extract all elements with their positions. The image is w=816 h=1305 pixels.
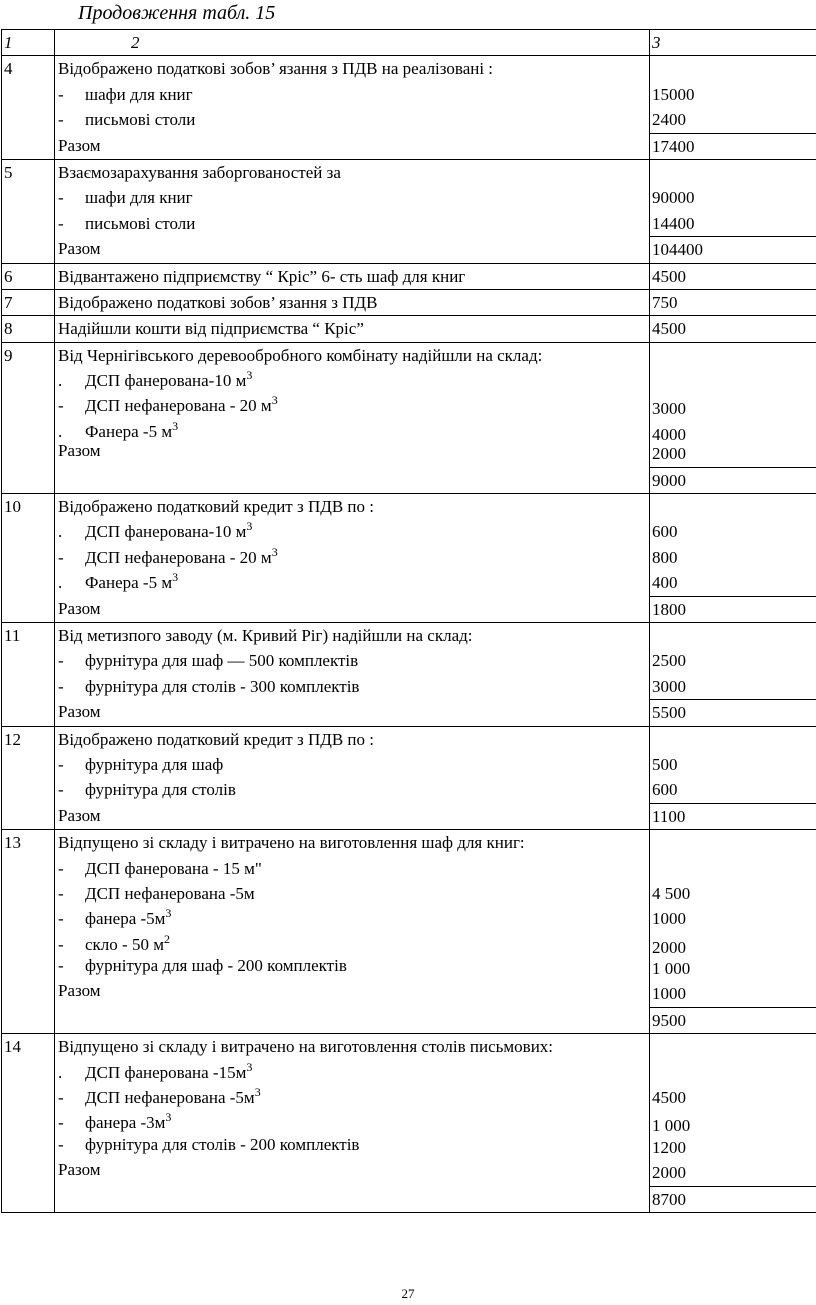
table-row <box>2 726 816 830</box>
list-item: . Фанера -5 $м^3$ <box>55 419 649 444</box>
amount-total: 9000 <box>650 467 816 493</box>
header-col-1: 1 <box>2 30 55 56</box>
row-number: 14 <box>2 1034 55 1213</box>
row-amounts <box>650 56 816 160</box>
amount: 1 000 <box>652 959 691 979</box>
amount: 4500 <box>652 1088 686 1108</box>
amount-total: 9500 <box>650 1007 816 1033</box>
amount: 15000 <box>652 84 695 104</box>
amount: 1 000 <box>652 1116 691 1136</box>
amount: 2500 <box>652 651 686 671</box>
list-item: - фурнітура для столів <box>55 777 649 802</box>
amount: 4 500 <box>652 883 691 903</box>
list-item: - письмові столи <box>55 211 649 236</box>
row-amounts <box>650 830 816 1034</box>
row-amounts <box>650 316 816 342</box>
list-item: - фурнітура для столів - 300 комплектів <box>55 674 649 699</box>
amount-total: 1800 <box>650 596 816 622</box>
row-number: 12 <box>2 726 55 830</box>
list-item: - ДСП нефанерована - 20 $м^3$ <box>55 545 649 570</box>
amount: 3000 <box>652 399 686 419</box>
list-item: . ДСП фанерована-10 $м^3$ <box>55 368 649 393</box>
row-amounts <box>650 159 816 263</box>
amount: 750 <box>652 292 678 312</box>
list-item: - шафи для книг <box>55 82 649 107</box>
total-label: Разом <box>58 1160 101 1180</box>
row-amounts <box>650 622 816 726</box>
list-item: - шафи для книг <box>55 185 649 210</box>
total-label: Разом <box>58 135 101 155</box>
amount: 14400 <box>652 213 695 233</box>
amount-total: 104400 <box>650 236 816 262</box>
list-item: . Фанера -5 $м^3$ <box>55 570 649 595</box>
list-item: - фурнітура для шаф — 500 комплектів <box>55 648 649 673</box>
total-label: Разом <box>58 805 101 825</box>
total-label: Разом <box>58 598 101 618</box>
table-row <box>2 56 816 160</box>
page-number: 27 <box>401 1286 415 1301</box>
list-item: . ДСП фанерована-10 $м^3$ <box>55 519 649 544</box>
amount: 4500 <box>652 266 686 286</box>
row-description: Взаємозарахування заборгованостей за - шафи для книг - письмові столи Разом <box>55 159 650 263</box>
row-description: Відображено податковий кредит з ПДВ по : . ДСП фанерована-10 $м^3$ - ДСП нефанерована - 20 $м^3$ . Фанера -5 $м^3$ Разом <box>55 494 650 623</box>
row-description: Відпущено зі складу і витрачено на виготовлення столів письмових: . ДСП фанерована $-15м^3$ - ДСП нефанерована $-5м^3$ - фанера $-3м^3$ - фурнітура для столів - 200 комплектів Разом <box>55 1034 650 1213</box>
amount-total: 17400 <box>650 133 816 159</box>
amount-total: 5500 <box>650 699 816 725</box>
list-item: - фанера $-5м^3$ <box>55 906 649 931</box>
amount-total: 8700 <box>650 1186 816 1212</box>
amount: 1200 <box>652 1137 686 1157</box>
total-label: Разом <box>58 981 101 1001</box>
amount: 400 <box>652 573 678 593</box>
table-row <box>2 622 816 726</box>
accounting-table <box>1 29 816 1213</box>
amount: 2000 <box>652 444 686 464</box>
row-amounts <box>650 1034 816 1213</box>
table-row <box>2 159 816 263</box>
row-amounts <box>650 342 816 493</box>
amount: 2000 <box>652 937 686 957</box>
list-item: - скло - 50 $м^2$ <box>55 932 649 957</box>
row-amounts <box>650 494 816 623</box>
row-description: Відображено податковий кредит з ПДВ по : - фурнітура для шаф - фурнітура для столів Разом <box>55 726 650 830</box>
table-row <box>2 316 816 342</box>
total-label: Разом <box>58 239 101 259</box>
list-item: - фурнітура для шаф <box>55 752 649 777</box>
row-description: Відвантажено підприємству “ Кріс” 6- сть шаф для книг <box>55 263 650 289</box>
row-amounts <box>650 726 816 830</box>
row-number: 13 <box>2 830 55 1034</box>
amount: 500 <box>652 754 678 774</box>
total-label: Разом <box>58 702 101 722</box>
table-row <box>2 830 816 1034</box>
row-number: 10 <box>2 494 55 623</box>
list-item: - ДСП нефанерована -5м <box>55 881 649 906</box>
amount-total: 1100 <box>650 803 816 829</box>
header-col-2: 2 <box>55 30 650 56</box>
list-item: - ДСП фанерована - 15 м" <box>55 856 649 881</box>
amount: 1000 <box>652 984 686 1004</box>
amount: 4500 <box>652 319 686 339</box>
row-amounts <box>650 289 816 315</box>
table-row <box>2 263 816 289</box>
list-item: - фурнітура для шаф - 200 комплектів <box>55 953 649 978</box>
table-row <box>2 1034 816 1213</box>
total-label: Разом <box>58 441 101 461</box>
amount: 1000 <box>652 909 686 929</box>
amount: 800 <box>652 547 678 567</box>
row-description: Надійшли кошти від підприємства “ Кріс” <box>55 316 650 342</box>
table-row <box>2 342 816 493</box>
amount: 4000 <box>652 424 686 444</box>
row-number: 6 <box>2 263 55 289</box>
table-header-row <box>2 30 816 56</box>
list-item: - фурнітура для столів - 200 комплектів <box>55 1132 649 1157</box>
row-number: 8 <box>2 316 55 342</box>
amount: 2000 <box>652 1163 686 1183</box>
list-item: . ДСП фанерована $-15м^3$ <box>55 1060 649 1085</box>
row-description: Відображено податкові зобов’ язання з ПДВ на реалізовані : - шафи для книг - письмові столи Разом <box>55 56 650 160</box>
table-caption: Продовження табл. 15 <box>78 2 276 24</box>
row-description: Від метизпого заводу (м. Кривий Ріг) надійшли на склад: - фурнітура для шаф — 500 комплектів - фурнітура для столів - 300 комплектів Разом <box>55 622 650 726</box>
list-item: - ДСП нефанерована $-5м^3$ <box>55 1085 649 1110</box>
amount: 600 <box>652 522 678 542</box>
amount: 90000 <box>652 188 695 208</box>
amount: 2400 <box>652 110 686 130</box>
list-item: - ДСП нефанерована - 20 $м^3$ <box>55 393 649 418</box>
row-description: Відпущено зі складу і витрачено на виготовлення шаф для книг: - ДСП фанерована - 15 м" - ДСП нефанерована -5м - фанера $-5м^3$ - скло - 50 $м^2$ - фурнітура для шаф - 200 комплектів Разом <box>55 830 650 1034</box>
list-item: - фанера $-3м^3$ <box>55 1110 649 1135</box>
row-description: Відображено податкові зобов’ язання з ПДВ <box>55 289 650 315</box>
list-item: - письмові столи <box>55 107 649 132</box>
row-number: 5 <box>2 159 55 263</box>
row-number: 11 <box>2 622 55 726</box>
row-amounts <box>650 263 816 289</box>
row-number: 9 <box>2 342 55 493</box>
table-row <box>2 289 816 315</box>
row-number: 4 <box>2 56 55 160</box>
row-description: Від Чернігівського деревообробного комбінату надійшли на склад: . ДСП фанерована-10 $м^3$ - ДСП нефанерована - 20 $м^3$ . Фанера -5 $м^3$ Разом <box>55 342 650 493</box>
header-col-3: 3 <box>650 30 816 56</box>
table-row <box>2 494 816 623</box>
amount: 600 <box>652 780 678 800</box>
row-number: 7 <box>2 289 55 315</box>
amount: 3000 <box>652 676 686 696</box>
